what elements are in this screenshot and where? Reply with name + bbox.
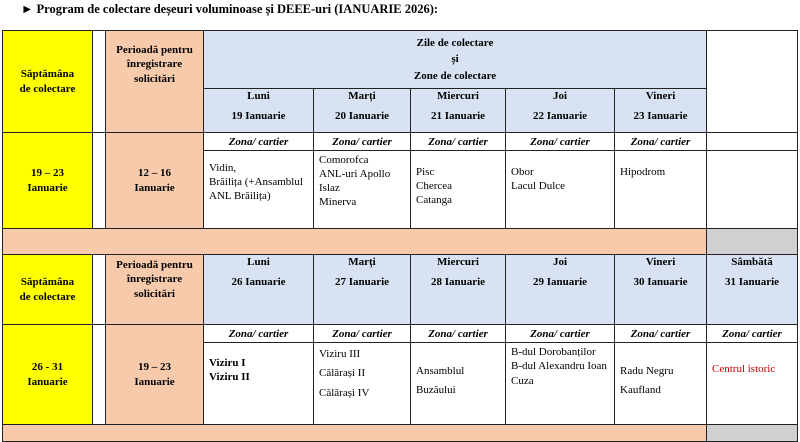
zone-item: Chercea xyxy=(416,180,453,193)
registration-period-cell xyxy=(105,132,204,229)
zone-item: Viziru II xyxy=(209,370,250,383)
separator-row xyxy=(2,424,707,442)
week-label-cell xyxy=(2,30,93,133)
period-label-line: Perioadă pentru xyxy=(116,259,193,271)
zone-item: Radu Negru xyxy=(620,365,674,377)
zone-item: Brăilița (+Ansamblul xyxy=(209,176,303,189)
spacer-cell xyxy=(92,132,106,229)
period-line: 12 – 16 xyxy=(138,166,171,179)
zone-item: Ansamblul xyxy=(416,365,465,377)
zones-marti xyxy=(313,150,411,229)
day-name: Miercuri xyxy=(437,256,479,268)
zone-item: Viziru III xyxy=(319,348,361,360)
zone-label: Zona/ cartier xyxy=(203,132,314,151)
day-header-marti xyxy=(313,88,411,133)
empty-cell xyxy=(706,30,798,133)
day-date: 19 Ianuarie xyxy=(231,110,286,122)
week-range-line: 26 - 31 xyxy=(31,360,64,373)
day-name: Luni xyxy=(247,256,270,268)
separator-gray xyxy=(706,228,798,255)
day-date: 21 Ianuarie xyxy=(430,110,486,122)
day-date: 29 Ianuarie xyxy=(532,276,588,288)
registration-period-cell xyxy=(105,324,204,425)
zone-label: Zona/ cartier xyxy=(614,324,707,343)
days-header-line: Zile de colectare xyxy=(416,36,494,49)
day-date: 26 Ianuarie xyxy=(231,276,286,288)
day-header-luni xyxy=(203,254,314,325)
period-label-cell xyxy=(105,254,204,325)
day-name: Joi xyxy=(552,90,568,102)
week-label-line: Săptămâna xyxy=(20,275,75,288)
day-header-vineri xyxy=(614,254,707,325)
days-header-line: și xyxy=(451,53,459,66)
zone-label: Zona/ cartier xyxy=(706,324,798,343)
zones-vineri xyxy=(614,342,707,425)
zone-label: Zona/ cartier xyxy=(614,132,707,151)
zone-item: Călărași II xyxy=(319,367,366,380)
day-header-miercuri xyxy=(410,88,506,133)
day-name: Vineri xyxy=(645,90,676,102)
day-name: Vineri xyxy=(645,256,676,268)
separator-gray xyxy=(706,424,798,442)
day-date: 28 Ianuarie xyxy=(430,276,486,288)
zone-label: Zona/ cartier xyxy=(410,132,506,151)
zone-item: Lacul Dulce xyxy=(511,180,566,193)
zone-label: Zona/ cartier xyxy=(505,132,615,151)
zone-label: Zona/ cartier xyxy=(203,324,314,343)
day-header-vineri xyxy=(614,88,707,133)
period-label-line: Perioadă pentru xyxy=(116,44,193,56)
day-name: Miercuri xyxy=(437,90,479,102)
zone-item: Obor xyxy=(511,166,534,178)
day-name: Marți xyxy=(348,90,376,102)
spacer-cell xyxy=(92,30,106,133)
zone-item: Buzăului xyxy=(416,384,456,397)
period-line: 19 – 23 xyxy=(138,360,171,373)
day-name: Joi xyxy=(552,256,568,268)
zone-item: Catanga xyxy=(416,194,453,207)
period-line: Ianuarie xyxy=(134,375,175,388)
week-range-cell xyxy=(2,324,93,425)
day-header-miercuri xyxy=(410,254,506,325)
zone-label: Zona/ cartier xyxy=(505,324,615,343)
zone-item: Comorofca xyxy=(319,154,369,166)
period-label-line: înregistrare xyxy=(126,58,183,71)
day-date: 23 Ianuarie xyxy=(633,110,688,122)
zone-item: B-dul Alexandru Ioan xyxy=(511,360,607,373)
spacer-cell xyxy=(92,324,106,425)
zone-item: Călărași IV xyxy=(319,386,370,399)
day-date: 27 Ianuarie xyxy=(334,276,390,288)
zones-joi xyxy=(505,150,615,229)
empty-cell xyxy=(706,132,798,151)
week-label-line: Săptămâna xyxy=(20,67,75,80)
zone-item: Viziru I xyxy=(209,357,246,369)
zone-label: Zona/ cartier xyxy=(313,324,411,343)
spacer-cell xyxy=(92,254,106,325)
week-range-line: 19 – 23 xyxy=(31,166,64,179)
week-range-cell xyxy=(2,132,93,229)
days-header-line: Zone de colectare xyxy=(413,69,497,82)
zones-luni xyxy=(203,150,314,229)
zone-item: B-dul Dorobanților xyxy=(511,346,596,358)
zones-luni xyxy=(203,342,314,425)
day-header-sambata xyxy=(706,254,798,325)
day-date: 22 Ianuarie xyxy=(532,110,588,122)
week-label-line: de colectare xyxy=(19,82,76,95)
week-label-line: de colectare xyxy=(19,290,76,303)
day-name: Luni xyxy=(247,90,270,102)
zone-item: Centrul istoric xyxy=(712,363,776,375)
zone-item: ANL Brăilița) xyxy=(209,190,271,203)
day-date: 31 Ianuarie xyxy=(724,276,780,288)
zones-sambata xyxy=(706,342,798,425)
zone-item: ANL-uri Apollo xyxy=(319,168,391,181)
page-title: ► Program de colectare deșeuri voluminoase și DEEE-uri (IANUARIE 2026): xyxy=(21,2,439,16)
day-header-marti xyxy=(313,254,411,325)
zone-label: Zona/ cartier xyxy=(410,324,506,343)
zones-miercuri xyxy=(410,342,506,425)
separator-row xyxy=(2,228,707,255)
day-header-luni xyxy=(203,88,314,133)
empty-cell xyxy=(706,150,798,229)
period-label-line: solicitări xyxy=(134,72,175,85)
zone-item: Vidin, xyxy=(209,162,237,174)
zones-vineri xyxy=(614,150,707,229)
day-name: Sâmbătă xyxy=(731,256,773,268)
zone-item: Pisc xyxy=(416,166,435,178)
zone-item: Hipodrom xyxy=(620,166,666,178)
zone-item: Minerva xyxy=(319,196,357,209)
week-range-line: Ianuarie xyxy=(27,375,68,388)
day-date: 20 Ianuarie xyxy=(334,110,390,122)
period-line: Ianuarie xyxy=(134,181,175,194)
day-header-joi xyxy=(505,254,615,325)
week-range-line: Ianuarie xyxy=(27,181,68,194)
day-date: 30 Ianuarie xyxy=(633,276,688,288)
zones-marti xyxy=(313,342,411,425)
day-header-joi xyxy=(505,88,615,133)
zone-item: Islaz xyxy=(319,182,340,195)
period-label-line: înregistrare xyxy=(126,273,183,286)
collection-days-header xyxy=(203,30,707,89)
zone-item: Kaufland xyxy=(620,384,661,397)
zones-miercuri xyxy=(410,150,506,229)
period-label-line: solicitări xyxy=(134,287,175,300)
day-name: Marți xyxy=(348,256,376,268)
zones-joi xyxy=(505,342,615,425)
zone-label: Zona/ cartier xyxy=(313,132,411,151)
period-label-cell xyxy=(105,30,204,133)
zone-item: Cuza xyxy=(511,374,534,387)
week-label-cell xyxy=(2,254,93,325)
